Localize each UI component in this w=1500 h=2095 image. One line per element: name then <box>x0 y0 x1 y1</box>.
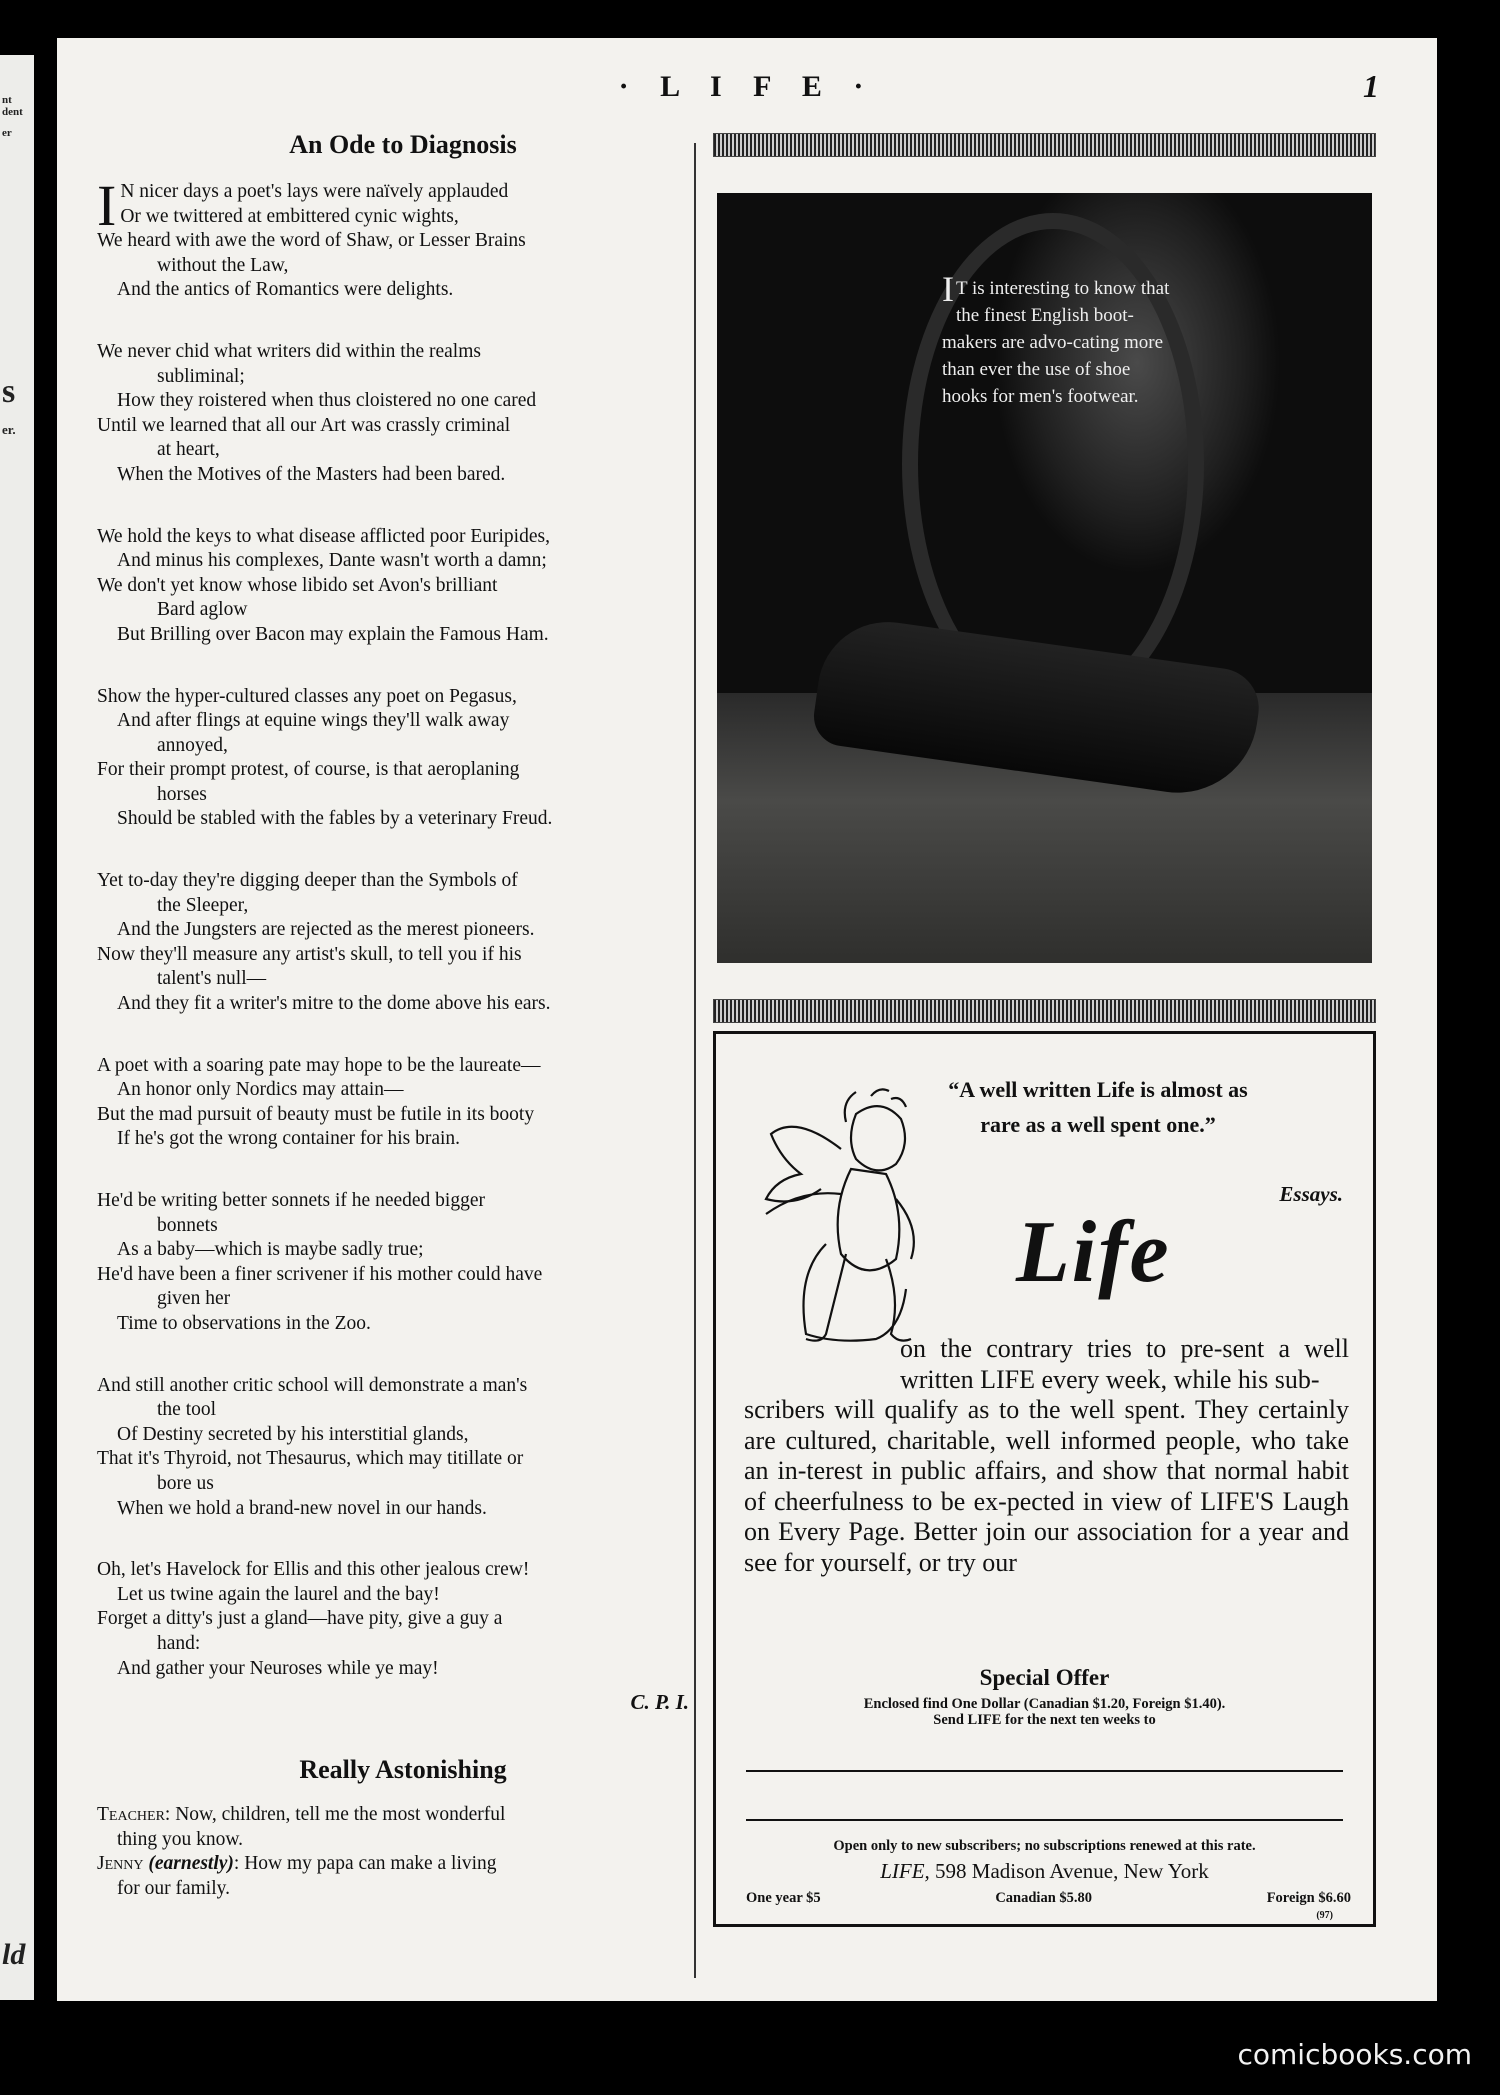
offer-line: Send LIFE for the next ten weeks to <box>933 1712 1156 1728</box>
life-subscription-ad <box>713 1031 1376 1927</box>
address-blank-line <box>746 1770 1343 1772</box>
shoe-ad-copy <box>942 269 1170 410</box>
poem-stanza <box>97 685 709 833</box>
page-number: 1 <box>1363 68 1379 104</box>
poem-line: We never chid what writers did within the realms <box>97 340 481 362</box>
column-divider <box>694 143 696 1978</box>
poem-line: Or we twittered at embittered cynic wights, <box>120 205 459 227</box>
prev-page-fragment: ld <box>2 1938 26 1971</box>
speaker-jenny: Jenny <box>97 1853 144 1875</box>
special-offer-text <box>716 1696 1373 1728</box>
poem-line: Until we learned that all our Art was crassly criminal <box>97 414 511 436</box>
poem-line: bonnets <box>157 1214 218 1236</box>
poem-line: And still another critic school will demonstrate a man's <box>97 1374 528 1396</box>
decorative-band-top <box>713 133 1376 157</box>
speaker-teacher: Teacher: <box>97 1804 171 1826</box>
essay-quote: “A well written Life is almost as rare as a well spent one.” <box>948 1077 1248 1137</box>
ad-body-text <box>744 1334 1349 1578</box>
poem-line: Oh, let's Havelock for Ellis and this other jealous crew! <box>97 1559 530 1581</box>
price-year: One year $5 <box>746 1890 821 1906</box>
poem-line: subliminal; <box>157 365 245 387</box>
poem-line: given her <box>157 1288 231 1310</box>
poem-title: An Ode to Diagnosis <box>289 130 517 159</box>
poem-line: But Brilling over Bacon may explain the Famous Ham. <box>117 623 549 645</box>
quote-source: Essays. <box>1279 1182 1343 1206</box>
poem-line: N nicer days a poet's lays were naïvely applauded <box>120 181 509 202</box>
previous-page-edge <box>0 55 34 2000</box>
special-offer-title: Special Offer <box>979 1665 1110 1690</box>
offer-line: Enclosed find One Dollar (Canadian $1.20, Foreign $1.40). <box>863 1696 1226 1712</box>
life-logo: Life <box>1016 1204 1171 1301</box>
address-blank-line <box>746 1819 1343 1821</box>
poem-line: When the Motives of the Masters had been bared. <box>117 463 506 485</box>
poem-signature: C. P. I. <box>630 1690 689 1715</box>
poem-line: the Sleeper, <box>157 894 249 916</box>
poem-line: Forget a ditty's just a gland—have pity, give a guy a <box>97 1608 503 1630</box>
poem-line: For their prompt protest, of course, is that aeroplaning <box>97 759 520 781</box>
poem-line: If he's got the wrong container for his brain. <box>117 1128 461 1150</box>
prev-page-fragment: s <box>2 373 16 410</box>
poem-line: hand: <box>157 1632 201 1654</box>
poem-line: Yet to-day they're digging deeper than the Symbols of <box>97 870 518 892</box>
poem-stanza <box>97 173 709 303</box>
poem-line: Let us twine again the laurel and the bay! <box>117 1583 440 1605</box>
poem-stanza <box>97 525 709 648</box>
dialogue-line: thing you know. <box>117 1828 244 1850</box>
poem-line: He'd have been a finer scrivener if his mother could have <box>97 1263 543 1285</box>
poem-line: Show the hyper-cultured classes any poet on Pegasus, <box>97 685 517 707</box>
teacher-line: Now, children, tell me the most wonderful <box>175 1804 506 1826</box>
poem-line: horses <box>157 783 207 805</box>
running-header: · L I F E · <box>618 70 876 103</box>
poem-line: But the mad pursuit of beauty must be futile in its booty <box>97 1103 535 1125</box>
ad-body-part1: on the contrary tries to pre-sent a well written LIFE every week, while his sub- <box>900 1334 1349 1394</box>
poem-stanza <box>97 1189 709 1337</box>
poem-stanza <box>97 869 709 1017</box>
poem-line: And gather your Neuroses while ye may! <box>117 1657 439 1679</box>
dialogue-line: for our family. <box>117 1877 230 1899</box>
prev-page-fragment: er. <box>2 422 16 437</box>
poem-line: We heard with awe the word of Shaw, or Lesser Brains <box>97 230 526 252</box>
poem-line: We don't yet know whose libido set Avon's brilliant <box>97 574 498 596</box>
prev-page-fragment: dent <box>2 106 23 118</box>
watermark: comicbooks.com <box>1237 2038 1472 2071</box>
prev-page-fragment: nt <box>2 94 12 106</box>
poem-line: Now they'll measure any artist's skull, to tell you if his <box>97 943 522 965</box>
subscriber-notice: Open only to new subscribers; no subscriptions renewed at this rate. <box>833 1838 1256 1854</box>
poem-line: A poet with a soaring pate may hope to be the laureate— <box>97 1054 541 1076</box>
poem-stanza <box>97 1374 709 1522</box>
poem-line: That it's Thyroid, not Thesaurus, which may titillate or <box>97 1448 524 1470</box>
street-address: 598 Madison Avenue, New York <box>935 1859 1209 1883</box>
poem-line: We hold the keys to what disease afflicted poor Euripides, <box>97 525 550 547</box>
joke-title: Really Astonishing <box>299 1755 507 1785</box>
poem-stanza <box>97 340 709 488</box>
right-column <box>713 133 1376 1927</box>
stage-direction: (earnestly) <box>148 1853 234 1875</box>
poem-line: And the antics of Romantics were delights. <box>117 279 454 301</box>
cupid-illustration <box>746 1074 946 1374</box>
poem-line: And they fit a writer's mitre to the dome above his ears. <box>117 993 551 1015</box>
price-canadian: Canadian $5.80 <box>995 1890 1093 1906</box>
poem-line: bore us <box>157 1472 214 1494</box>
poem-line: And the Jungsters are rejected as the merest pioneers. <box>117 919 535 941</box>
poem-line: He'd be writing better sonnets if he needed bigger <box>97 1190 485 1211</box>
poem-line: And minus his complexes, Dante wasn't worth a damn; <box>117 550 547 572</box>
publisher-address <box>716 1859 1373 1884</box>
magazine-page <box>57 38 1437 2001</box>
poem-line: When we hold a brand-new novel in our hands. <box>117 1497 487 1519</box>
poem-line: the tool <box>157 1399 217 1421</box>
poem-line: Time to observations in the Zoo. <box>117 1312 371 1334</box>
subscription-prices <box>746 1890 1351 1907</box>
poem-line: Bard aglow <box>157 599 248 621</box>
poem-line: talent's null— <box>157 968 267 990</box>
joke-dialogue <box>97 1803 709 1901</box>
poem-line: Should be stabled with the fables by a veterinary Freud. <box>117 808 553 830</box>
poem-line: An honor only Nordics may attain— <box>117 1079 404 1101</box>
poem-line: at heart, <box>157 439 220 461</box>
poem-stanza <box>97 1054 709 1152</box>
jenny-line: How my papa can make a living <box>244 1853 497 1875</box>
page-code: (97) <box>1316 1910 1333 1921</box>
poem-line: How they roistered when thus cloistered no one cared <box>117 390 537 412</box>
shoe-ad-text: T is interesting to know that the finest English boot-makers are advo-cating more than ever the use of shoe hooks for men's footwear. <box>942 278 1170 407</box>
price-foreign: Foreign $6.60 <box>1266 1890 1351 1906</box>
prev-page-fragment: er <box>2 127 12 139</box>
poem-stanza <box>97 1558 709 1681</box>
dialogue-line <box>97 1803 709 1828</box>
decorative-band-bottom <box>713 999 1376 1023</box>
ad-body-part2: scribers will qualify as to the well spent. They certainly are cultured, charitable, well informed people, who take an in-terest in public affairs, and show that normal habit of cheerfulness to be ex-pected in view of LIFE'S Laugh on Every Page. Better join our association for a year and see for yourself, or try our <box>744 1395 1349 1577</box>
drop-cap: I <box>97 173 117 238</box>
drop-cap: I <box>942 269 954 309</box>
poem-line: annoyed, <box>157 734 228 756</box>
poem-line: without the Law, <box>157 254 289 276</box>
dialogue-line: Jenny (earnestly): How my papa can make a living <box>97 1853 497 1875</box>
poem-line: As a baby—which is maybe sadly true; <box>117 1239 424 1261</box>
poem-line: Of Destiny secreted by his interstitial glands, <box>117 1423 469 1445</box>
left-column <box>97 130 709 1901</box>
poem-line: And after flings at equine wings they'll walk away <box>117 710 510 732</box>
publisher-name: LIFE, <box>880 1859 930 1883</box>
shoe-advertisement-photo <box>717 193 1372 963</box>
